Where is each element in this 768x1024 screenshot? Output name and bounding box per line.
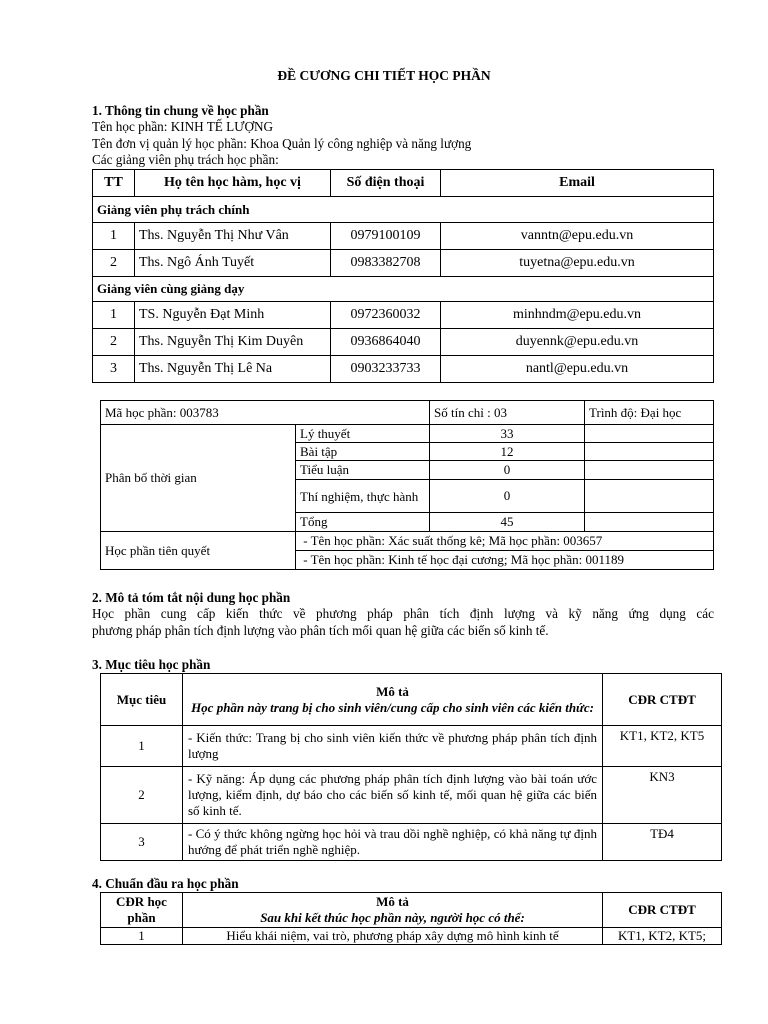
time-row-value: 12	[430, 443, 585, 461]
col-header-phone: Số điện thoại	[331, 170, 441, 197]
table-row	[93, 329, 714, 356]
outcomes-col-cdr: CĐR CTĐT	[603, 893, 722, 928]
group-label-main: Giảng viên phụ trách chính	[93, 197, 714, 223]
empty-cell	[585, 513, 714, 532]
table-row	[93, 302, 714, 329]
table-row	[101, 824, 722, 861]
outcomes-col-desc	[183, 893, 603, 928]
lecturer-email: duyennk@epu.edu.vn	[441, 329, 714, 356]
empty-cell	[585, 461, 714, 480]
group-label-co-teaching: Giảng viên cùng giảng dạy	[93, 277, 714, 302]
objective-id: 3	[101, 824, 183, 861]
time-row-label: Tổng	[296, 513, 430, 532]
table-row	[101, 928, 722, 945]
lecturer-name: TS. Nguyễn Đạt Minh	[135, 302, 331, 329]
outcome-desc: Hiểu khái niệm, vai trò, phương pháp xây dựng mô hình kinh tế	[183, 928, 603, 945]
time-row-value: 0	[430, 461, 585, 480]
lecturers-label: Các giảng viên phụ trách học phần:	[92, 152, 279, 167]
objective-id: 2	[101, 767, 183, 824]
objective-cdr: TĐ4	[603, 824, 722, 861]
course-info-table	[100, 400, 714, 570]
objective-desc: - Kiến thức: Trang bị cho sinh viên kiến thức về phương pháp phân tích định lượng	[183, 726, 603, 767]
empty-cell	[585, 443, 714, 461]
col-header-name: Họ tên học hàm, học vị	[135, 170, 331, 197]
lecturers-table	[92, 169, 714, 383]
course-code: Mã học phần: 003783	[101, 401, 430, 425]
section-2-heading: 2. Mô tả tóm tắt nội dung học phần	[92, 590, 291, 605]
objectives-col-desc	[183, 674, 603, 726]
outcomes-col-id: CĐR học phần	[101, 893, 183, 928]
outcomes-desc-title: Mô tả	[376, 894, 409, 909]
lecturer-name: Ths. Nguyễn Thị Như Vân	[135, 223, 331, 250]
objective-desc: - Có ý thức không ngừng học hỏi và trau dồi nghề nghiệp, có khả năng tự định hướng để phát triển nghề nghiệp.	[183, 824, 603, 861]
empty-cell	[585, 425, 714, 443]
time-allocation-label: Phân bố thời gian	[101, 425, 296, 532]
table-row	[93, 250, 714, 277]
section-4-heading: 4. Chuẩn đầu ra học phần	[92, 876, 239, 891]
objective-id: 1	[101, 726, 183, 767]
prerequisite-item: - Tên học phần: Kinh tế học đại cương; Mã học phần: 001189	[296, 551, 714, 570]
objective-cdr: KT1, KT2, KT5	[603, 726, 722, 767]
outcomes-desc-subtitle: Sau khi kết thúc học phần này, người học có thể:	[260, 910, 525, 925]
objectives-desc-subtitle: Học phần này trang bị cho sinh viên/cung cấp cho sinh viên các kiến thức:	[191, 699, 594, 715]
table-row	[93, 356, 714, 383]
row-index: 2	[93, 329, 135, 356]
row-index: 1	[93, 302, 135, 329]
section-3-heading: 3. Mục tiêu học phần	[92, 657, 211, 672]
time-row-label: Thí nghiệm, thực hành	[296, 480, 430, 513]
time-row-label: Bài tập	[296, 443, 430, 461]
objectives-desc-title: Mô tả	[376, 683, 409, 699]
objectives-table	[100, 673, 722, 861]
objectives-col-id: Mục tiêu	[101, 674, 183, 726]
lecturer-email: nantl@epu.edu.vn	[441, 356, 714, 383]
document-title: ĐỀ CƯƠNG CHI TIẾT HỌC PHẦN	[277, 68, 491, 83]
course-name: Tên học phần: KINH TẾ LƯỢNG	[92, 119, 274, 134]
table-row	[101, 767, 722, 824]
lecturer-phone: 0903233733	[331, 356, 441, 383]
lecturer-email: vanntn@epu.edu.vn	[441, 223, 714, 250]
managing-unit: Tên đơn vị quản lý học phần: Khoa Quản lý công nghiệp và năng lượng	[92, 136, 472, 151]
summary-line-2: phương pháp phân tích định lượng vào phân tích mối quan hệ giữa các biến số kinh tế.	[92, 623, 549, 638]
lecturer-name: Ths. Nguyễn Thị Kim Duyên	[135, 329, 331, 356]
section-1-heading: 1. Thông tin chung về học phần	[92, 103, 269, 118]
objectives-col-cdr: CĐR CTĐT	[603, 674, 722, 726]
lecturer-phone: 0983382708	[331, 250, 441, 277]
course-level: Trình độ: Đại học	[585, 401, 714, 425]
row-index: 3	[93, 356, 135, 383]
outcomes-table	[100, 892, 722, 945]
course-credits: Số tín chỉ : 03	[430, 401, 585, 425]
col-header-tt: TT	[93, 170, 135, 197]
outcome-cdr: KT1, KT2, KT5;	[603, 928, 722, 945]
lecturer-phone: 0972360032	[331, 302, 441, 329]
empty-cell	[585, 480, 714, 513]
time-row-value: 33	[430, 425, 585, 443]
lecturer-phone: 0936864040	[331, 329, 441, 356]
time-row-label: Tiểu luận	[296, 461, 430, 480]
time-row-value: 45	[430, 513, 585, 532]
lecturer-email: minhndm@epu.edu.vn	[441, 302, 714, 329]
lecturer-name: Ths. Nguyễn Thị Lê Na	[135, 356, 331, 383]
prerequisite-label: Học phần tiên quyết	[101, 532, 296, 570]
objective-desc: - Kỹ năng: Áp dụng các phương pháp phân tích định lượng vào bài toán ước lượng, kiểm định, dự báo cho các biến số kinh tế, mối quan hệ giữa các biến số kinh tế.	[183, 767, 603, 824]
table-row	[101, 726, 722, 767]
summary-line-1: Học phần cung cấp kiến thức về phương pháp phân tích định lượng và kỹ năng ứng dụng các	[92, 606, 714, 621]
objective-cdr: KN3	[603, 767, 722, 824]
lecturer-email: tuyetna@epu.edu.vn	[441, 250, 714, 277]
outcome-id: 1	[101, 928, 183, 945]
lecturer-phone: 0979100109	[331, 223, 441, 250]
col-header-email: Email	[441, 170, 714, 197]
table-row	[93, 223, 714, 250]
time-row-label: Lý thuyết	[296, 425, 430, 443]
time-row-value: 0	[430, 480, 585, 513]
prerequisite-item: - Tên học phần: Xác suất thống kê; Mã học phần: 003657	[296, 532, 714, 551]
row-index: 1	[93, 223, 135, 250]
lecturer-name: Ths. Ngô Ánh Tuyết	[135, 250, 331, 277]
row-index: 2	[93, 250, 135, 277]
